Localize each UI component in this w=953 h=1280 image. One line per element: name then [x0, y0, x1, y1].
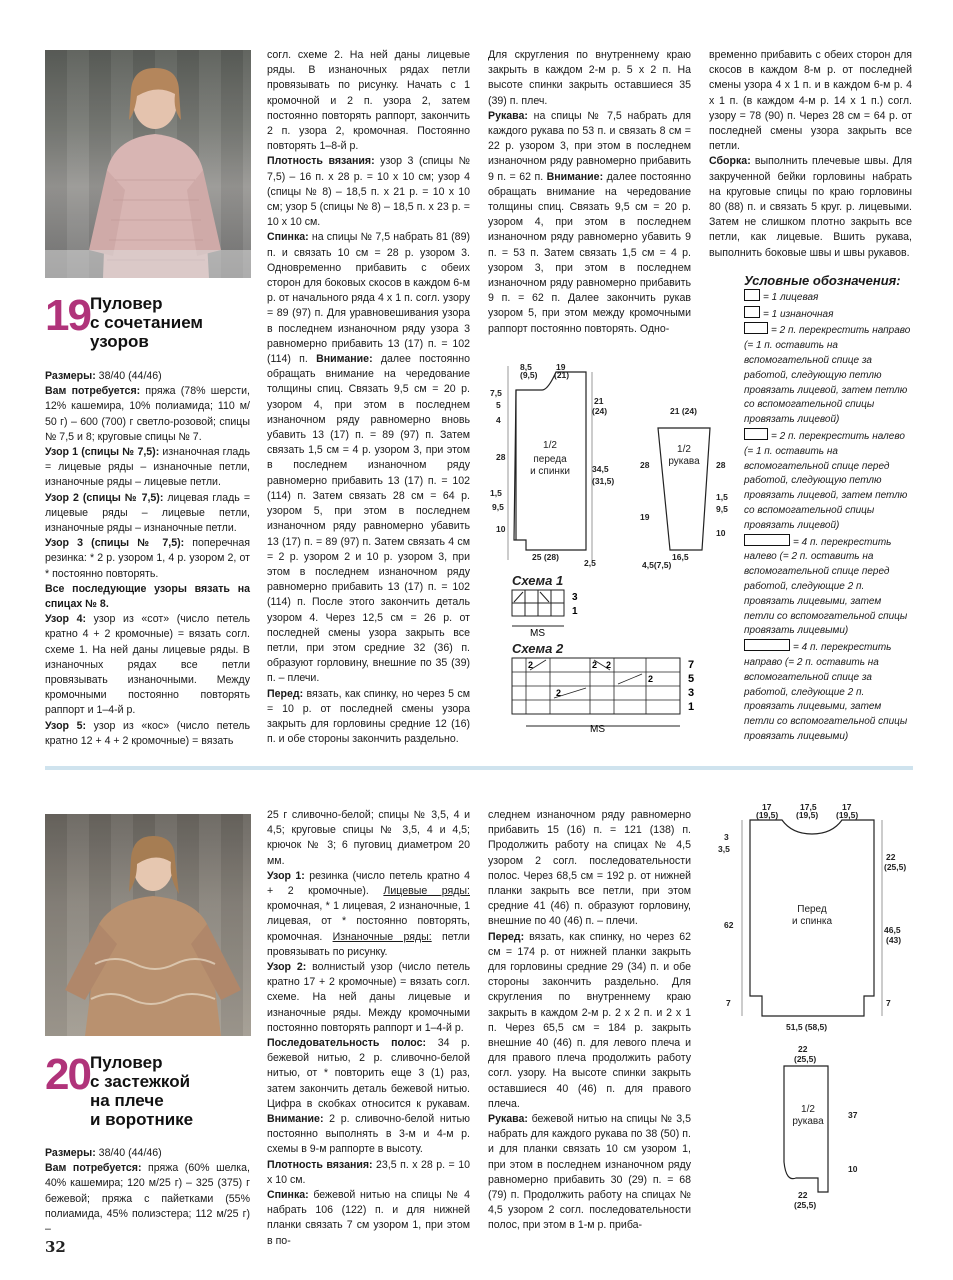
legend-item: = 4 п. перекрестить направо (= 2 п. оставить на вспомогательной спице за работой, следующие 2 п. провязать лицевыми, затем петли со вспомогательной спицы провязать лицевыми)	[744, 639, 912, 745]
svg-text:1: 1	[688, 701, 695, 713]
svg-text:34,5: 34,5	[592, 464, 609, 474]
svg-text:MS: MS	[530, 628, 545, 639]
svg-text:(25,5): (25,5)	[794, 1054, 817, 1064]
legend-item: = 1 лицевая	[744, 289, 912, 306]
paragraph: Плотность вязания: 23,5 п. х 28 р. = 10 х 10 см.	[267, 1158, 470, 1186]
paragraph: временно прибавить с обеих сторон для скосов в каждом 8-м р. от последней смены узора 4 х 1 п. и в каждом 6-м р. 4 х 1 п. (в каждом 4-м р. 14 х 1 п.) согл. узору = 78 (90) п. Через 28 см = 64 р. от последней смены узора закрыть все петли.	[709, 49, 912, 153]
pattern-sleeve-diagram	[636, 400, 746, 570]
svg-text:1,5: 1,5	[716, 492, 728, 502]
svg-text:25 (28): 25 (28)	[532, 552, 559, 562]
svg-text:1/2: 1/2	[677, 444, 691, 455]
paragraph: следнем изнаночном ряду равномерно прибавить 15 (16) п. = 121 (138) п. Продолжить работу на спицах № 4,5 узором 2 согл. последовательности полос. Через 68,5 см = 192 р. от нижней планки закрыть все петли, при этом средние 41 (46) п. образуют горловину, внешние по 40 (46) п. – плечи.	[488, 809, 691, 928]
svg-text:2: 2	[528, 660, 534, 670]
schema-1-chart	[510, 588, 590, 640]
svg-text:28: 28	[716, 460, 726, 470]
svg-text:2: 2	[592, 660, 598, 670]
paragraph: Спинка: на спицы № 7,5 набрать 81 (89) п. и связать 10 см = 28 р. узором 3. Одновременно прибавить с обеих сторон для боковых скосов в каждом 6-м р. от начального ряда 4 х 1 п. согл. узору = 89 (97) п. Для уравновешивания узора в последнем изнаночном ряду узора 3 равномерно прибавить 13 (17) п. = 102 (114) п. Внимание: далее постоянно обращать внимание на чередование толщины спиц. Связать 9,5 см = 20 р. узором 4, при этом в последнем изнаночном ряду равномерно вновь убавить 13 (17) п. = 89 (97) п. Затем связать 1,5 см = 4 р. узором 3, при этом в последнем изнаночном ряду равномерно прибавить 13 (17) п. = 102 (114) п. Затем связать 28 см = 64 р. узором 5, при этом в последнем изнаночном ряду равномерно убавить 13 (17) п. = 89 (97) п. Затем связать 4 см = 2 р. узором 2 и 10 р. узором 3, при этом в последнем изнаночном ряду равномерно прибавить 13 (17) п. = 102 (114) п. После этого закончить деталь узором 4. Через 12,5 см = 26 р. от последней смены узора закрыть все петли, при этом средние 32 (36) п. образуют горловину, внешние по 35 (39) п. – плечи.	[267, 231, 470, 685]
pattern-front-back-diagram	[712, 800, 912, 1036]
svg-text:(43): (43)	[886, 935, 902, 945]
svg-text:22: 22	[798, 1190, 808, 1200]
svg-text:1/2: 1/2	[801, 1104, 815, 1115]
svg-text:(19,5): (19,5)	[796, 810, 819, 820]
text-column-3	[488, 48, 691, 337]
legend-item: = 4 п. перекрестить налево (= 2 п. оставить на вспомогательной спице перед работой, следующие 2 п. провязать лицевыми, затем петли со вспомогательной спицы провязать лицевыми)	[744, 534, 912, 640]
section-divider	[45, 766, 913, 770]
svg-text:7: 7	[886, 998, 891, 1008]
model-19-photo	[45, 50, 251, 278]
svg-text:4,5(7,5): 4,5(7,5)	[642, 560, 672, 570]
text-column-4	[709, 48, 912, 261]
svg-text:17,5: 17,5	[800, 802, 817, 812]
legend-item: = 2 п. перекрестить налево (= 1 п. оставить на вспомогательной спице перед работой, следующую петлю провязать лицевой, затем петлю со вспомогательной спицы провязать лицевой)	[744, 428, 912, 534]
paragraph: Узор 2: волнистый узор (число петель кратно 17 + 2 кромочные) = вязать согл. схеме. На ней даны лицевые и изнаночные ряды. Между кромочными постоянно повторять раппорт и 1–4-й р.	[267, 961, 470, 1034]
legend-item: = 1 изнаночная	[744, 306, 912, 323]
schema-2-title: Схема 2	[512, 641, 564, 656]
svg-text:37: 37	[848, 1110, 858, 1120]
model-number: 20	[45, 1050, 90, 1099]
svg-text:22: 22	[798, 1044, 808, 1054]
svg-text:16,5: 16,5	[672, 552, 689, 562]
svg-text:22: 22	[886, 852, 896, 862]
pattern-sleeve-diagram	[760, 1042, 880, 1216]
svg-text:рукава: рукава	[792, 1116, 824, 1127]
legend-item: = 2 п. перекрестить направо (= 1 п. оставить на вспомогательной спице за работой, следующую петлю провязать лицевой, затем петлю со вспомогательной спицы провязать лицевой)	[744, 322, 912, 428]
paragraph: Рукава: бежевой нитью на спицы № 3,5 набрать для каждого рукава по 38 (50) п. и для планки связать 10 см узором 1, при этом в последнем изнаночном ряду равномерно прибавить 30 (29) п. = 68 (79) п. Продолжить работу на спицах № 4,5 узором 2 согл. последовательности полос, при этом в 1-м р. приба-	[488, 1113, 691, 1232]
svg-text:28: 28	[640, 460, 650, 470]
text-column-2	[267, 48, 470, 747]
model-title: Пуловер с сочетанием узоров	[90, 294, 203, 351]
svg-text:3: 3	[724, 832, 729, 842]
svg-text:10: 10	[496, 524, 506, 534]
svg-text:28: 28	[496, 452, 506, 462]
paragraph: Рукава: на спицы № 7,5 набрать для каждого рукава по 53 п. и связать 8 см = 22 р. узором 3, при этом в последнем изнаночном ряду равномерно прибавить 9 п. = 62 п. Внимание: далее постоянно обращать внимание на чередование толщины спиц. Связать 9,5 см = 20 р. узором 4, при этом в последнем изнаночном ряду равномерно убавить 9 п. = 53 п. Затем связать 1,5 см = 4 р. узором 3, при этом в последнем изнаночном ряду равномерно прибавить 9 п. = 62 п. Далее закончить рукав узором 5, при этом между кромочными раппорт постоянно повторять. Одно-	[488, 109, 691, 335]
svg-text:переда: переда	[533, 454, 567, 465]
model-number: 19	[45, 291, 90, 340]
svg-text:7,5: 7,5	[490, 388, 502, 398]
svg-text:62: 62	[724, 920, 734, 930]
text-column-3	[488, 808, 691, 1234]
paragraph: Узор 4: узор из «сот» (число петель кратно 4 + 2 кромочные) = вязать согл. схеме 1. На ней даны лицевые ряды. В изнаночных рядах все петли провязывать изнаночными. Между кромочными постоянно повторять раппорт и 1–4-й р.	[45, 613, 250, 717]
svg-text:19: 19	[640, 512, 650, 522]
svg-text:и спинка: и спинка	[791, 916, 833, 927]
paragraph: Сборка: выполнить плечевые швы. Для закрученной бейки горловины набрать на круговые спицы по краю горловины 80 (88) п. и связать 5 круг. р. лицевыми. Затем не слишком плотно закрыть все петли, как лицевые. Вшить рукава, выполнить боковые швы и швы рукавов.	[709, 155, 912, 259]
pattern-front-back-diagram	[486, 360, 615, 572]
paragraph: Вам потребуется: пряжа (60% шелка, 40% кашемира; 120 м/25 г) – 325 (375) г бежевой; пряжа с пайетками (55% полиамида, 45% полиэстера; 112 м/25 г) –	[45, 1162, 250, 1236]
paragraph: Размеры: 38/40 (44/46)	[45, 370, 162, 382]
svg-text:(19,5): (19,5)	[756, 810, 779, 820]
page-number: 32	[45, 1238, 66, 1256]
svg-text:1: 1	[572, 606, 578, 617]
svg-text:MS: MS	[590, 724, 605, 735]
paragraph: Узор 2 (спицы № 7,5): лицевая гладь = лицевые ряды – лицевые петли, изнаночные ряды – изнаночные петли.	[45, 491, 251, 535]
paragraph: Узор 1: резинка (число петель кратно 4 + 2 кромочные). Лицевые ряды: кромочная, * 1 лицевая, 2 изнаночные, 1 лицевая, от * постоянно повторять, кромочная. Изнаночные ряды: петли провязывать по рисунку.	[267, 869, 471, 958]
svg-text:(9,5): (9,5)	[520, 370, 538, 380]
svg-text:Перед: Перед	[797, 904, 827, 915]
svg-text:7: 7	[726, 998, 731, 1008]
svg-text:10: 10	[716, 528, 726, 538]
schema-2-chart	[510, 656, 710, 736]
svg-text:4: 4	[496, 415, 501, 425]
paragraph: Все последующие узоры вязать на спицах № 8.	[45, 582, 250, 611]
paragraph: Плотность вязания: узор 3 (спицы № 7,5) – 16 п. х 28 р. = 10 х 10 см; узор 4 (спицы № 8) – 18,5 п. х 21 р. = 10 х 10 см; узор 5 (спицы № 8) – 18,5 п. х 23 р. = 10 х 10 см.	[267, 155, 471, 229]
paragraph: Вам потребуется: пряжа (78% шерсти, 12% кашемира, 10% полиамида; 110 м/ 50 г) – 600 (700) г светло-розовой; спицы № 7,5 и 8; круговые спицы № 7.	[45, 385, 250, 443]
woman-in-pink-sweater-image	[45, 50, 251, 278]
svg-text:9,5: 9,5	[492, 502, 504, 512]
paragraph: согл. схеме 2. На ней даны лицевые ряды. В изнаночных рядах петли провязывать по рисунку. Начать с 1 кромочной и 2 п. узора 2, затем постоянно повторять раппорт, закончить 2 п. узора 2, кромочная. Постоянно повторять 1–8-й р.	[267, 49, 470, 153]
svg-text:1,5: 1,5	[490, 488, 502, 498]
svg-text:(25,5): (25,5)	[794, 1200, 817, 1210]
svg-text:1/2: 1/2	[543, 440, 557, 451]
svg-text:3: 3	[572, 592, 578, 603]
svg-text:2: 2	[606, 660, 612, 670]
svg-text:(21): (21)	[554, 370, 570, 380]
paragraph: Узор 3 (спицы № 7,5): поперечная резинка: * 2 р. узором 1, 4 р. узором 2, от * постоянно повторять.	[45, 537, 250, 580]
paragraph: Спинка: бежевой нитью на спицы № 4 набрать 106 (122) п. и для нижней планки связать 7 см узором 1, при этом в по-	[267, 1189, 470, 1247]
svg-text:46,5: 46,5	[884, 925, 901, 935]
svg-text:9,5: 9,5	[716, 504, 728, 514]
svg-text:рукава: рукава	[668, 456, 700, 467]
svg-text:(25,5): (25,5)	[884, 862, 907, 872]
svg-text:2: 2	[556, 688, 562, 698]
paragraph: Узор 1 (спицы № 7,5): изнаночная гладь = лицевые ряды – изнаночные петли, изнаночные ряды – лицевые петли.	[45, 446, 250, 489]
model-title: Пуловер с застежкой на плече и воротнике	[90, 1053, 194, 1129]
legend-heading: Условные обозначения:	[744, 273, 901, 288]
legend	[744, 274, 912, 745]
svg-text:3: 3	[688, 687, 695, 699]
svg-text:7: 7	[688, 659, 695, 671]
paragraph: Для скругления по внутреннему краю закрыть в каждом 2-м р. 5 х 2 п. На высоте спинки закрыть оставшиеся 35 (39) п. плеч.	[488, 49, 691, 107]
svg-text:3,5: 3,5	[718, 844, 730, 854]
svg-text:8,5: 8,5	[520, 362, 532, 372]
svg-text:10: 10	[848, 1164, 858, 1174]
svg-text:21 (24): 21 (24)	[670, 406, 697, 416]
text-column-1	[45, 1146, 250, 1237]
svg-text:17: 17	[842, 802, 852, 812]
svg-text:(31,5): (31,5)	[592, 476, 615, 486]
svg-text:5: 5	[496, 400, 501, 410]
svg-text:17: 17	[762, 802, 772, 812]
model-20-photo	[45, 814, 251, 1036]
paragraph: Узор 5: узор из «кос» (число петель кратно 12 + 4 + 2 кромочные) = вязать	[45, 719, 250, 747]
svg-text:(24): (24)	[592, 406, 608, 416]
text-column-2	[267, 808, 470, 1249]
svg-text:5: 5	[688, 673, 695, 685]
svg-text:(19,5): (19,5)	[836, 810, 859, 820]
svg-text:2: 2	[648, 674, 654, 684]
paragraph: Перед: вязать, как спинку, но через 5 см = 10 р. от последней смены узора закрыть для горловины средние 12 (16) п. и обе стороны закончить раздельно.	[267, 687, 470, 746]
svg-text:и спинки: и спинки	[530, 466, 570, 477]
svg-text:2,5: 2,5	[584, 558, 596, 568]
svg-text:51,5 (58,5): 51,5 (58,5)	[786, 1022, 828, 1032]
svg-text:21: 21	[594, 396, 604, 406]
paragraph: Перед: вязать, как спинку, но через 62 см = 174 р. от нижней планки закрыть для горловины средние 29 (34) п. и обе стороны закончить раздельно. Для скругления по внутреннему краю закрыть в каждом 2-м р. 2 х 2 п. и 2 х 1 п. Через 65,5 см = 184 р. закрыть внешние 40 (46) п. для левого плеча и для правого плеча продолжить работу согл. узору. На высоте спинки закрыть оставшиеся 40 (46) п. для правого плеча.	[488, 930, 691, 1110]
svg-text:19: 19	[556, 362, 566, 372]
paragraph: Размеры: 38/40 (44/46)	[45, 1147, 162, 1159]
paragraph: Последовательность полос: 34 р. бежевой нитью, 2 р. сливочно-белой нитью, от * повторить еще 3 (1) раз, затем закончить деталь бежевой нитью. Цифра в скобках относится к рукавам. Внимание: 2 р. сливочно-белой нитью постоянно выполнять в 3-м и 4-м р. схемы в 9-м раппорте в высоту.	[267, 1037, 470, 1156]
paragraph: 25 г сливочно-белой; спицы № 3,5, 4 и 4,5; круговые спицы № 3,5, 4 и 4,5; крючок № 3; 6 пуговиц диаметром 20 мм.	[267, 809, 470, 867]
schema-1-title: Схема 1	[512, 573, 564, 588]
woman-in-beige-sweater-image	[45, 814, 251, 1036]
text-column-1	[45, 369, 250, 749]
